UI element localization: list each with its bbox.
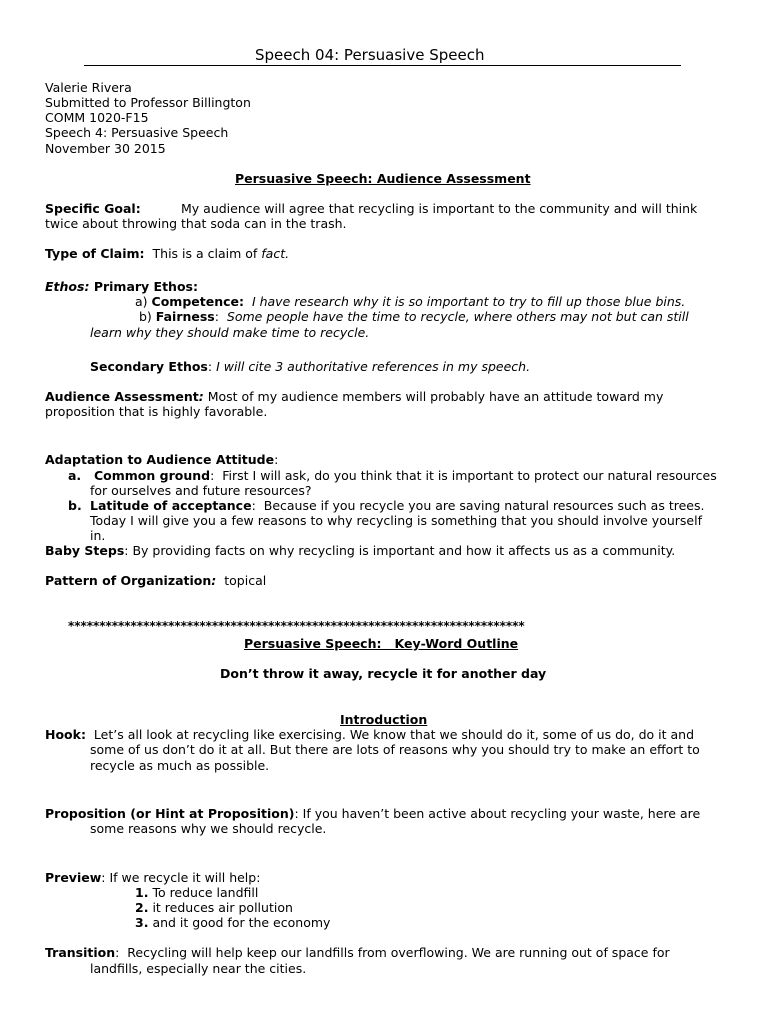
transition-label: Transition (45, 945, 116, 960)
assessment-heading: Persuasive Speech: Audience Assessment (235, 171, 531, 186)
preview-item: 3. and it good for the economy (135, 915, 331, 930)
claim-text: This is a claim of (152, 246, 262, 261)
separator-stars: ************************************************************************* (68, 619, 525, 633)
course-code: COMM 1020-F15 (45, 110, 149, 125)
proposition: Proposition (or Hint at Proposition): If you haven’t been active about recycling your waste, here are (45, 806, 701, 821)
secondary-ethos: Secondary Ethos: I will cite 3 authoritative references in my speech. (90, 359, 531, 374)
preview: Preview: If we recycle it will help: (45, 870, 261, 885)
hook-label: Hook: (45, 727, 86, 742)
secondary-ethos-text: I will cite 3 authoritative references in my speech. (216, 359, 531, 374)
competence-line: a) Competence: I have research why it is so important to try to fill up those blue bins. (135, 294, 686, 309)
fairness-line: b) Fairness: Some people have the time to recycle, where others may not but can still (139, 309, 689, 324)
specific-goal-text: My audience will agree that recycling is important to the community and will think (181, 201, 698, 216)
proposition-label: Proposition (or Hint at Proposition) (45, 806, 295, 821)
outline-heading: Persuasive Speech: Key-Word Outline (244, 636, 519, 651)
fairness-label: Fairness (155, 309, 215, 324)
latitude-text-2: Today I will give you a few reasons to why recycling is something that you should involve yourself (90, 513, 702, 528)
competence-text: I have research why it is so important to try to fill up those blue bins. (251, 294, 686, 309)
specific-goal-label: Specific Goal: (45, 201, 141, 216)
proposition-text-2: some reasons why we should recycle. (90, 821, 327, 836)
common-ground-text: First I will ask, do you think that it is important to protect our natural resources (222, 468, 717, 483)
list-marker-a: a. (68, 468, 82, 483)
fairness-text-2: learn why they should make time to recycle. (90, 325, 370, 340)
pattern-of-organization: Pattern of Organization: topical (45, 573, 267, 588)
hook-text-3: recycle as much as possible. (90, 758, 270, 773)
hook (45, 727, 694, 742)
common-ground: Common ground: First I will ask, do you think that it is important to protect our natural resources (94, 468, 717, 483)
latitude-text-3: in. (90, 528, 106, 543)
preview-item: 2. it reduces air pollution (135, 900, 293, 915)
submission-date: November 30 2015 (45, 141, 166, 156)
audience-assessment-text-2: proposition that is highly favorable. (45, 404, 268, 419)
claim-label: Type of Claim: (45, 246, 145, 261)
pattern-label: Pattern of Organization (45, 573, 212, 588)
competence-label: Competence: (151, 294, 244, 309)
ethos-heading (45, 279, 198, 294)
fairness-text: Some people have the time to recycle, where others may not but can still (226, 309, 689, 324)
latitude-label: Latitude of acceptance (90, 498, 252, 513)
specific-goal-text-2: twice about throwing that soda can in the trash. (45, 216, 347, 231)
submitted-to: Submitted to Professor Billington (45, 95, 251, 110)
transition-text: Recycling will help keep our landfills from overflowing. We are running out of space for (127, 945, 670, 960)
baby-steps-label: Baby Steps (45, 543, 125, 558)
baby-steps: Baby Steps: By providing facts on why recycling is important and how it affects us as a community. (45, 543, 676, 558)
pattern-text: topical (224, 573, 267, 588)
secondary-ethos-label: Secondary Ethos (90, 359, 208, 374)
hook-text-2: some of us don’t do it at all. But there are lots of reasons why you should try to make an effort to (90, 742, 700, 757)
audience-assessment: Audience Assessment: Most of my audience members will probably have an attitude toward my (45, 389, 664, 404)
speech-number: Speech 4: Persuasive Speech (45, 125, 229, 140)
common-ground-text-2: for ourselves and future resources? (90, 483, 312, 498)
author-name: Valerie Rivera (45, 80, 132, 95)
common-ground-label: Common ground (94, 468, 211, 483)
preview-text: If we recycle it will help: (109, 870, 261, 885)
type-of-claim (45, 246, 289, 261)
page-title: Speech 04: Persuasive Speech (255, 46, 485, 64)
preview-label: Preview (45, 870, 102, 885)
title-underline (84, 65, 681, 66)
introduction-heading: Introduction (340, 712, 428, 727)
list-marker-b: b. (68, 498, 82, 513)
baby-steps-text: By providing facts on why recycling is important and how it affects us as a community. (132, 543, 676, 558)
audience-assessment-label: Audience Assessment (45, 389, 199, 404)
transition: Transition: Recycling will help keep our landfills from overflowing. We are running out of space for (45, 945, 670, 960)
ethos-label: Ethos: (45, 279, 90, 294)
speech-subtitle: Don’t throw it away, recycle it for another day (220, 666, 547, 681)
claim-fact: fact. (261, 246, 290, 261)
proposition-text: If you haven’t been active about recycling your waste, here are (302, 806, 701, 821)
preview-item: 1. To reduce landfill (135, 885, 259, 900)
transition-text-2: landfills, especially near the cities. (90, 961, 307, 976)
audience-assessment-text: Most of my audience members will probably have an attitude toward my (207, 389, 664, 404)
latitude-of-acceptance: Latitude of acceptance: Because if you recycle you are saving natural resources such as trees. (90, 498, 705, 513)
adaptation-heading: Adaptation to Audience Attitude: (45, 452, 279, 467)
primary-ethos-label: Primary Ethos: (93, 279, 198, 294)
hook-text: Let’s all look at recycling like exercising. We know that we should do it, some of us do, do it and (93, 727, 695, 742)
latitude-text: Because if you recycle you are saving natural resources such as trees. (263, 498, 705, 513)
